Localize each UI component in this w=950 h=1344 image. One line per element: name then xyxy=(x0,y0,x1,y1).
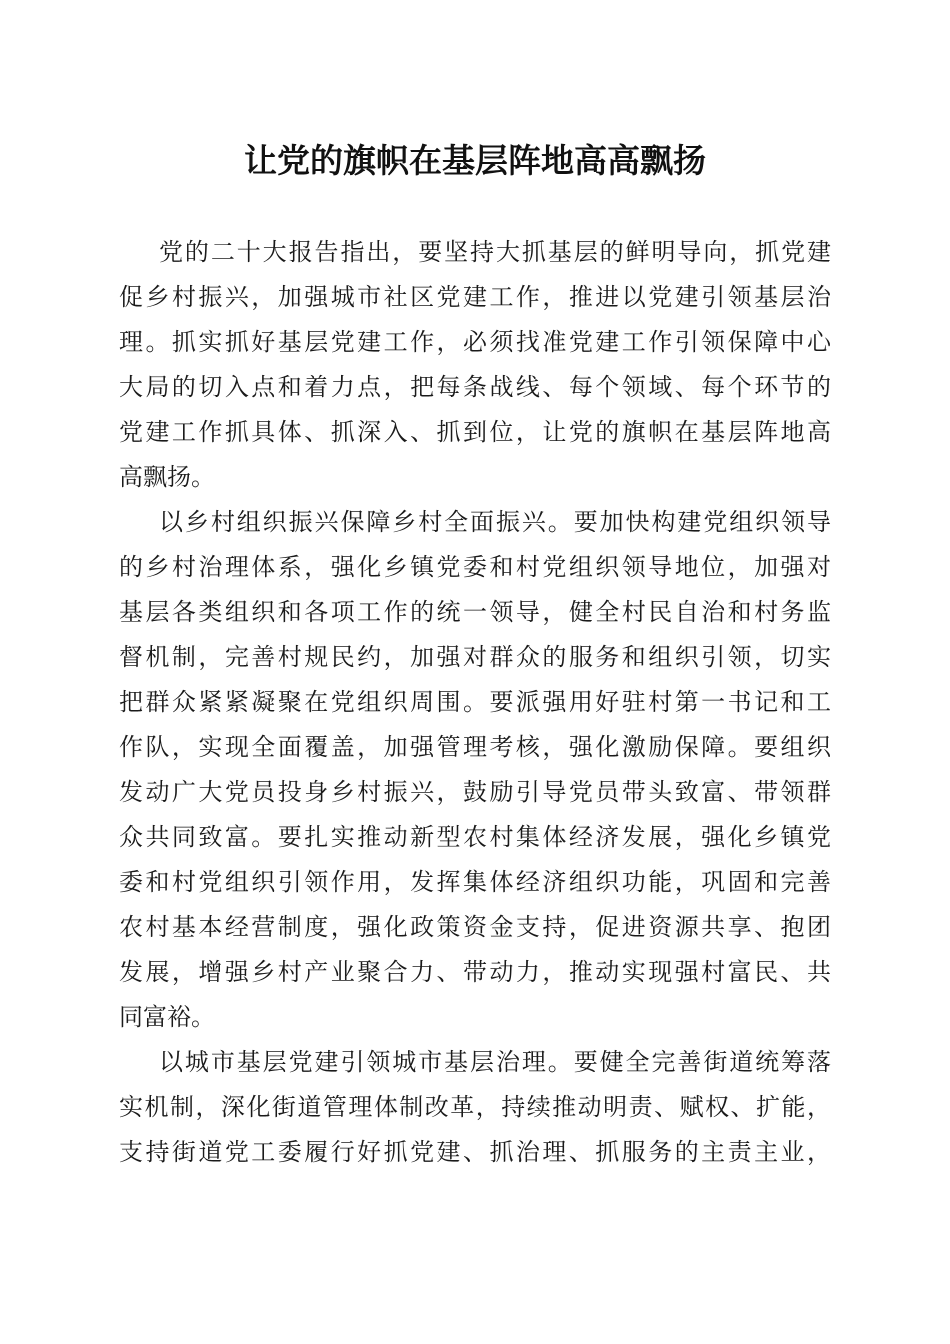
text-line: 农村基本经营制度，强化政策资金支持，促进资源共享、抱团 xyxy=(119,913,831,941)
paragraph-1 xyxy=(119,230,831,500)
text-line: 的乡村治理体系，强化乡镇党委和村党组织领导地位，加强对 xyxy=(119,553,831,581)
paragraph-3 xyxy=(119,1040,831,1175)
text-line: 以乡村组织振兴保障乡村全面振兴。要加快构建党组织领导 xyxy=(159,508,831,536)
text-line: 以城市基层党建引领城市基层治理。要健全完善街道统筹落 xyxy=(159,1048,831,1076)
text-line: 作队，实现全面覆盖，加强管理考核，强化激励保障。要组织 xyxy=(119,733,831,761)
text-line: 党建工作抓具体、抓深入、抓到位，让党的旗帜在基层阵地高 xyxy=(119,418,831,446)
text-line: 实机制，深化街道管理体制改革，持续推动明责、赋权、扩能， xyxy=(119,1093,831,1121)
text-line: 基层各类组织和各项工作的统一领导，健全村民自治和村务监 xyxy=(119,598,831,626)
text-line: 众共同致富。要扎实推动新型农村集体经济发展，强化乡镇党 xyxy=(119,823,831,851)
text-line: 把群众紧紧凝聚在党组织周围。要派强用好驻村第一书记和工 xyxy=(119,688,831,716)
text-line: 理。抓实抓好基层党建工作，必须找准党建工作引领保障中心 xyxy=(119,328,831,356)
text-line: 大局的切入点和着力点，把每条战线、每个领域、每个环节的 xyxy=(119,373,831,401)
text-line: 发动广大党员投身乡村振兴，鼓励引导党员带头致富、带领群 xyxy=(119,778,831,806)
page-title: 让党的旗帜在基层阵地高高飘扬 xyxy=(244,141,706,180)
text-line: 促乡村振兴，加强城市社区党建工作，推进以党建引领基层治 xyxy=(119,283,831,311)
document-body xyxy=(119,230,831,1175)
text-line: 发展，增强乡村产业聚合力、带动力，推动实现强村富民、共 xyxy=(119,958,831,986)
text-line: 督机制，完善村规民约，加强对群众的服务和组织引领，切实 xyxy=(119,643,831,671)
paragraph-2 xyxy=(119,500,831,1040)
text-line: 支持街道党工委履行好抓党建、抓治理、抓服务的主责主业， xyxy=(119,1138,831,1166)
text-line: 高飘扬。 xyxy=(119,463,215,491)
text-line: 同富裕。 xyxy=(119,1003,215,1031)
text-line: 党的二十大报告指出，要坚持大抓基层的鲜明导向，抓党建 xyxy=(159,238,831,266)
text-line: 委和村党组织引领作用，发挥集体经济组织功能，巩固和完善 xyxy=(119,868,831,896)
